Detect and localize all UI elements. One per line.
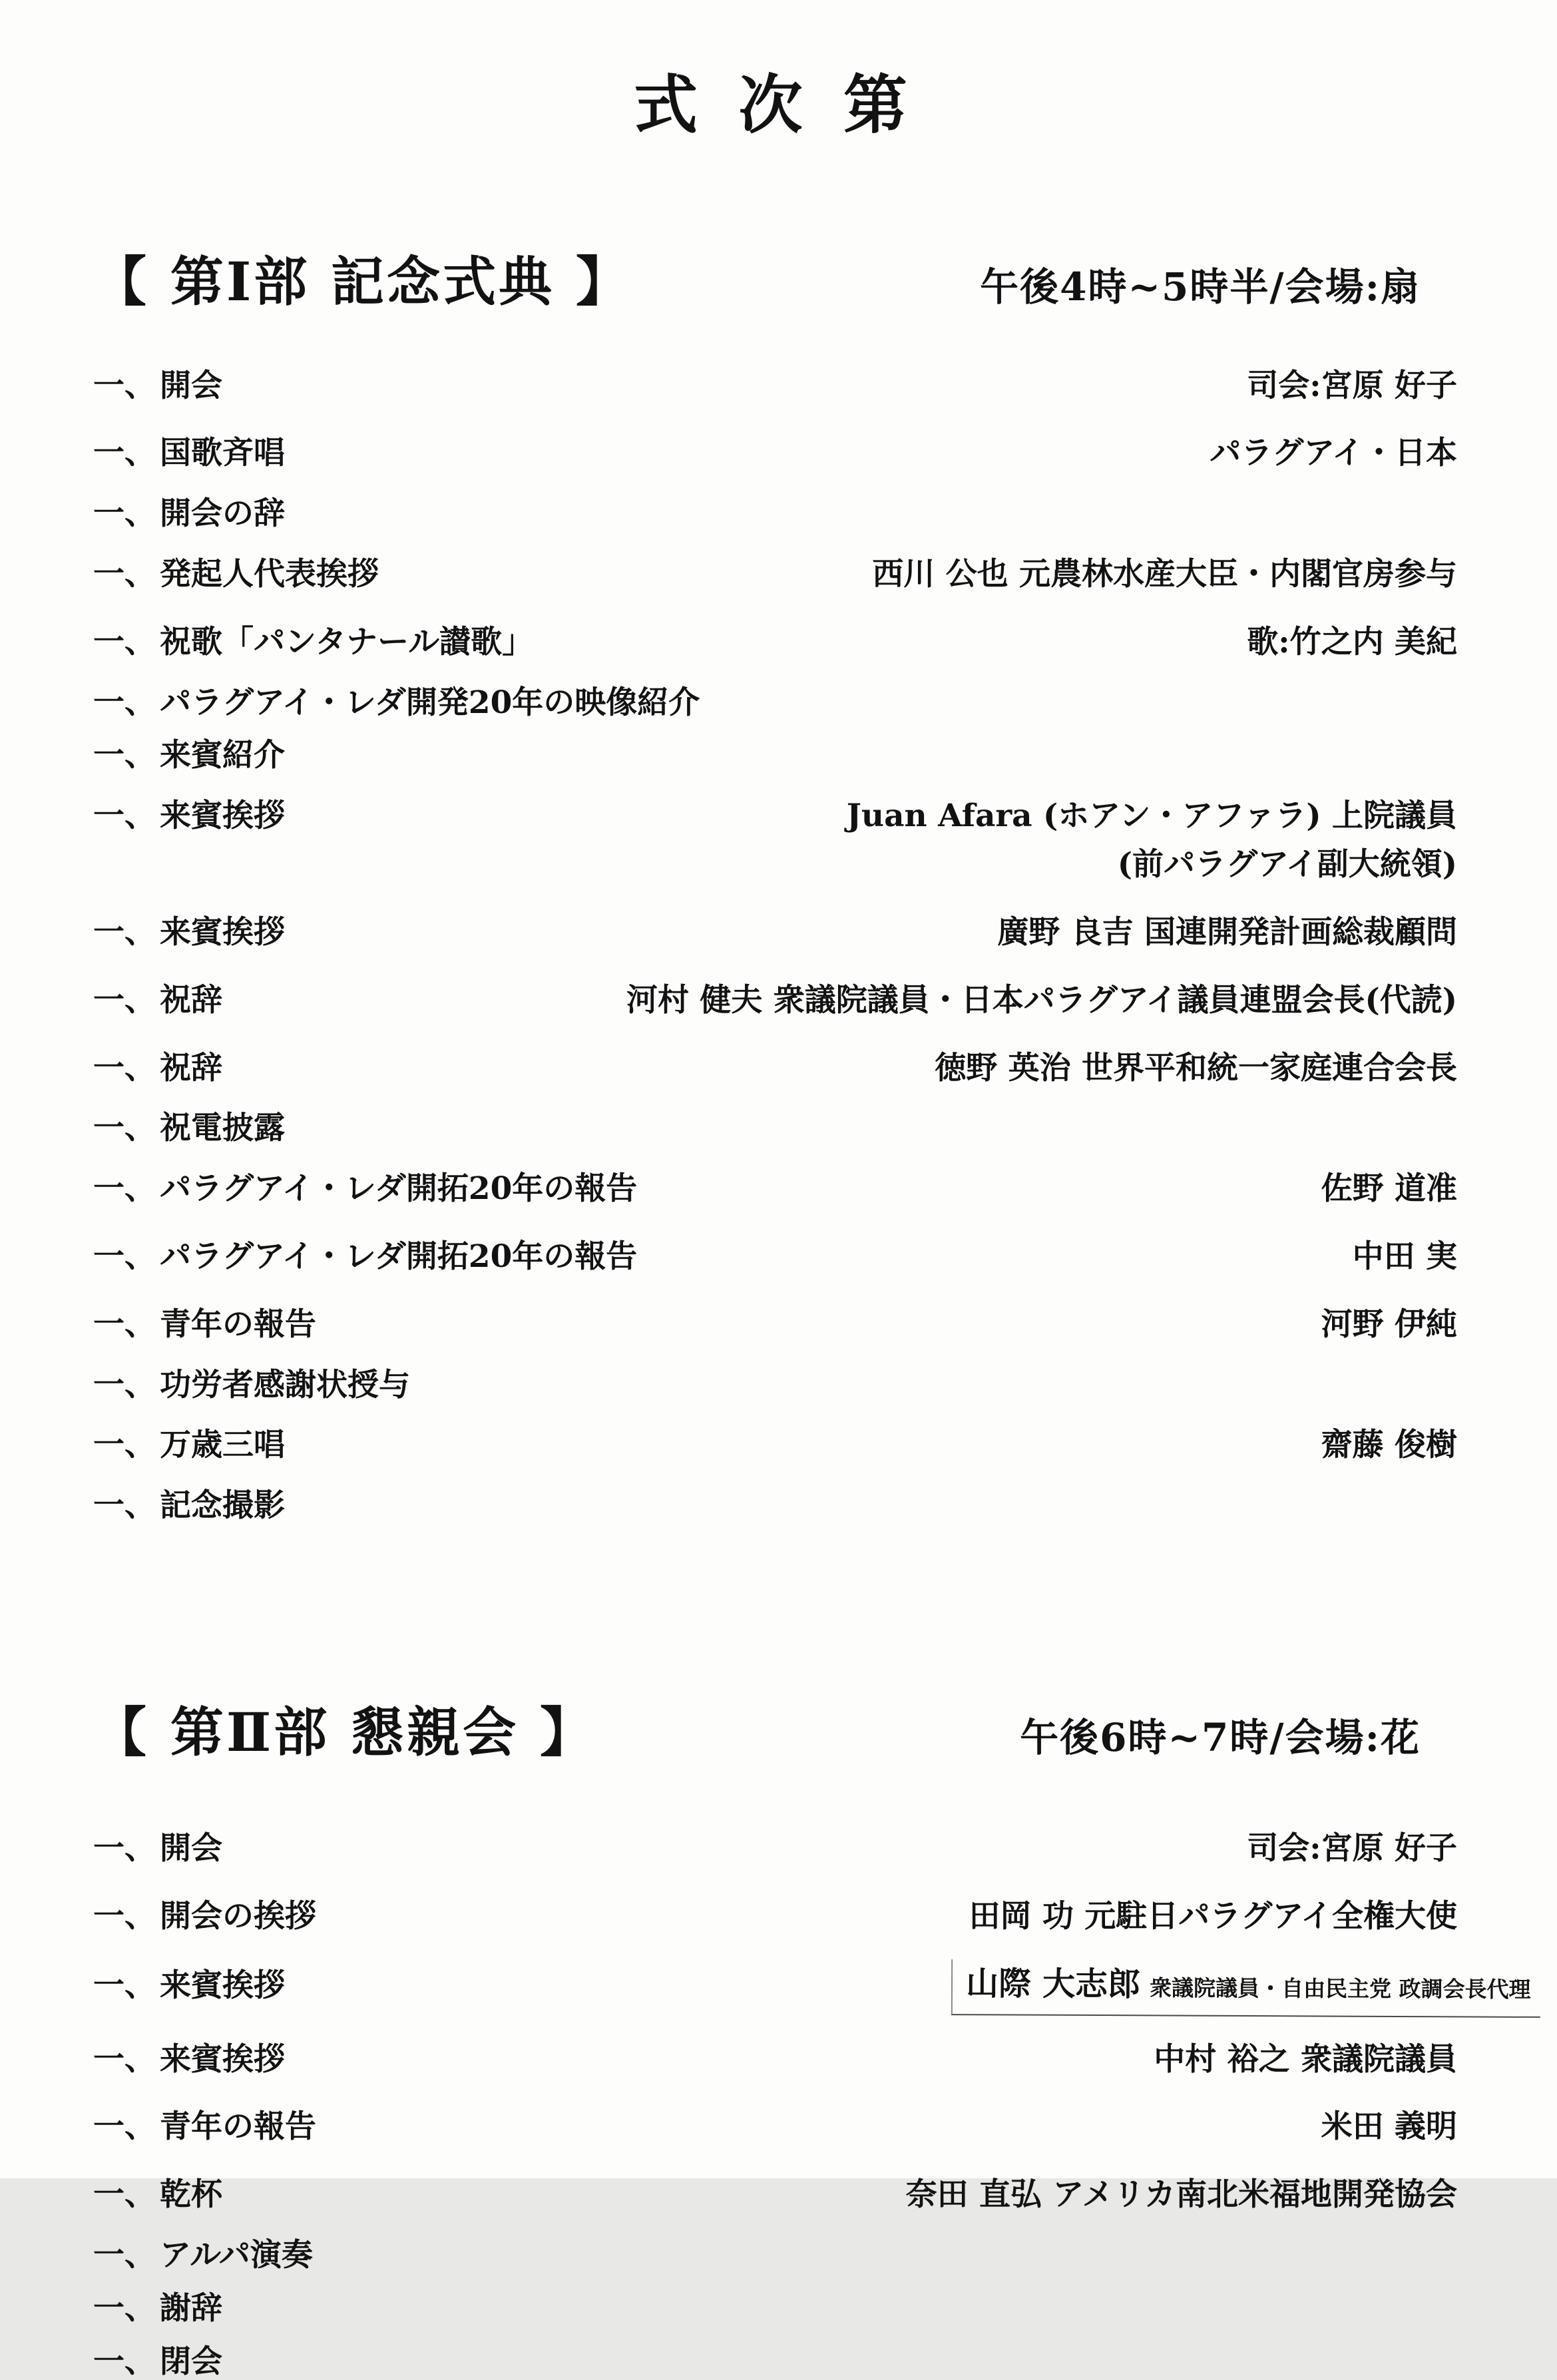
item-label: 来賓紹介 <box>160 737 285 774</box>
item-label: 乾杯 <box>160 2176 222 2214</box>
list-bullet: 一、 <box>93 1170 156 1208</box>
speaker-line: 中田 実 <box>1352 1238 1457 1276</box>
list-bullet: 一、 <box>93 2343 156 2380</box>
program-item <box>93 429 1457 478</box>
item-label-group <box>93 1172 637 1206</box>
item-detail <box>1154 2036 1457 2084</box>
list-bullet: 一、 <box>93 684 156 721</box>
item-label-group <box>93 437 285 471</box>
program-item <box>93 686 1457 720</box>
item-label-group <box>93 1969 285 2003</box>
item-label: 来賓挨拶 <box>160 798 285 835</box>
item-label-group <box>93 2110 316 2144</box>
item-detail <box>1321 2103 1457 2152</box>
list-bullet: 一、 <box>93 1427 156 1464</box>
item-label-group <box>93 2345 222 2379</box>
item-detail <box>951 1961 1532 2017</box>
item-label: パラグアイ・レダ開発20年の映像紹介 <box>160 684 700 721</box>
item-label-group <box>93 739 285 773</box>
item-label: 記念撮影 <box>160 1487 285 1525</box>
item-label: 開会 <box>160 1830 222 1867</box>
speaker-line: 奈田 直弘 アメリカ南北米福地開発協会 <box>905 2176 1457 2214</box>
item-label-group <box>93 2040 285 2078</box>
item-detail <box>626 977 1457 1025</box>
list-bullet: 一、 <box>93 1897 156 1935</box>
part1-header <box>93 239 1457 316</box>
speaker-line: 徳野 英治 世界平和統一家庭連合会長 <box>935 1049 1457 1086</box>
item-label-group <box>93 497 285 531</box>
speaker-line: Juan Afara (ホアン・アファラ) 上院議員 <box>846 798 1457 835</box>
item-detail <box>1321 1421 1457 1470</box>
list-bullet: 一、 <box>93 1238 156 1276</box>
part2-schedule: 午後6時~7時/会場:花 <box>1020 1715 1421 1761</box>
program-item <box>93 2289 1457 2327</box>
item-label-group <box>93 686 700 720</box>
section-part2 <box>93 1690 1532 2380</box>
part1-schedule: 午後4時~5時半/会場:扇 <box>980 264 1421 310</box>
item-detail <box>906 2171 1457 2220</box>
list-bullet: 一、 <box>93 2108 156 2146</box>
speaker-line: パラグアイ・日本 <box>1210 435 1457 472</box>
item-label: 謝辞 <box>160 2289 222 2327</box>
item-label: パラグアイ・レダ開拓20年の報告 <box>160 1170 638 1208</box>
list-bullet: 一、 <box>93 367 156 404</box>
item-detail <box>872 551 1457 599</box>
list-bullet: 一、 <box>93 1487 156 1525</box>
speaker-line: 司会:宮原 好子 <box>1247 367 1457 404</box>
list-bullet: 一、 <box>93 435 156 472</box>
speaker-line: 中村 裕之 衆議院議員 <box>1154 2040 1457 2078</box>
section-part1 <box>93 239 1457 1523</box>
program-item <box>93 1421 1457 1470</box>
item-label-group <box>93 1112 285 1146</box>
list-bullet: 一、 <box>93 2289 156 2327</box>
list-bullet: 一、 <box>93 737 156 774</box>
item-label: 開会の挨拶 <box>160 1897 316 1935</box>
list-bullet: 一、 <box>93 913 156 951</box>
program-item <box>93 2345 1457 2379</box>
program-item <box>93 497 1457 531</box>
item-label-group <box>93 1366 410 1403</box>
list-bullet: 一、 <box>93 2176 156 2214</box>
item-label: 祝辞 <box>160 981 222 1019</box>
part2-heading: 【 第Ⅱ部 懇親会 】 <box>93 1701 596 1764</box>
page-title: 式 次 第 <box>634 67 917 142</box>
program-item <box>93 1233 1457 1282</box>
list-bullet: 一、 <box>93 623 156 660</box>
item-label-group <box>93 800 285 833</box>
item-label: 青年の報告 <box>160 2108 316 2146</box>
speaker-line: 河村 健夫 衆議院議員・日本パラグアイ議員連盟会長(代読) <box>626 981 1457 1019</box>
item-label: パラグアイ・レダ開拓20年の報告 <box>160 1238 638 1276</box>
item-label: 来賓挨拶 <box>160 2040 285 2078</box>
list-bullet: 一、 <box>93 495 156 533</box>
item-detail <box>1247 362 1457 411</box>
program-item <box>93 1489 1457 1523</box>
program-item <box>93 1825 1457 1873</box>
item-detail <box>997 909 1457 957</box>
program-item <box>93 551 1457 599</box>
list-bullet: 一、 <box>93 1110 156 1147</box>
program-item <box>93 362 1457 411</box>
item-detail <box>969 1893 1458 1941</box>
speaker-title: 衆議院議員・自由民主党 政調会長代理 <box>1150 1975 1532 2003</box>
item-label-group <box>93 1429 285 1463</box>
speaker-line-2: (前パラグアイ副大統領) <box>1117 846 1457 883</box>
program-item <box>93 977 1457 1025</box>
item-label-group <box>93 1240 637 1274</box>
item-detail <box>1247 618 1457 667</box>
speaker-line: 司会:宮原 好子 <box>1247 1830 1457 1867</box>
item-label-group <box>93 2289 222 2327</box>
part1-heading: 【 第Ⅰ部 記念式典 】 <box>93 250 632 313</box>
list-bullet: 一、 <box>93 2040 156 2078</box>
program-item <box>93 1301 1457 1349</box>
program-item <box>93 618 1457 667</box>
program-item <box>93 909 1457 957</box>
program-item <box>93 1366 1457 1403</box>
item-label: 祝歌「パンタナール讃歌」 <box>160 623 534 660</box>
list-bullet: 一、 <box>93 556 156 593</box>
program-item <box>93 1112 1457 1146</box>
item-label: 青年の報告 <box>160 1306 316 1343</box>
list-bullet: 一、 <box>93 1306 156 1343</box>
item-detail <box>935 1045 1457 1093</box>
speaker-line: 河野 伊純 <box>1321 1306 1457 1343</box>
item-label: 来賓挨拶 <box>160 913 285 951</box>
speaker-line: 佐野 道准 <box>1321 1170 1457 1208</box>
program-item <box>93 1045 1457 1093</box>
program-item <box>93 2036 1457 2084</box>
item-label: アルパ演奏 <box>160 2237 313 2274</box>
item-label: 国歌斉唱 <box>160 435 285 472</box>
item-detail <box>1247 1825 1457 1873</box>
item-label: 開会の辞 <box>160 495 285 533</box>
item-label: 来賓挨拶 <box>160 1967 285 2004</box>
program-item <box>93 739 1457 773</box>
item-detail <box>1210 429 1457 478</box>
item-label: 祝電披露 <box>160 1110 285 1147</box>
item-label-group <box>93 913 285 951</box>
speaker-name: 山際 大志郎 <box>966 1963 1141 2004</box>
list-bullet: 一、 <box>93 1830 156 1867</box>
item-detail <box>1321 1165 1457 1214</box>
item-label-group <box>93 1489 285 1523</box>
item-label-group <box>93 1832 222 1866</box>
part2-header <box>93 1690 1457 1766</box>
program-item <box>93 1961 1532 2017</box>
program-item <box>93 2103 1457 2152</box>
list-bullet: 一、 <box>93 1967 156 2004</box>
speaker-line: 米田 義明 <box>1321 2108 1457 2146</box>
item-label-group <box>93 981 222 1019</box>
pasted-correction-slip <box>951 1959 1540 2018</box>
item-label: 万歳三唱 <box>160 1427 285 1464</box>
item-label-group <box>93 558 379 592</box>
part2-items <box>93 1825 1532 2380</box>
program-item <box>93 792 1457 889</box>
speaker-line: 齋藤 俊樹 <box>1321 1427 1457 1464</box>
item-label-group <box>93 1897 316 1935</box>
program-item <box>93 1165 1457 1214</box>
part1-items <box>93 362 1457 1523</box>
item-detail <box>1321 1301 1457 1349</box>
speaker-line: 廣野 良吉 国連開発計画総裁顧問 <box>997 913 1457 951</box>
program-item <box>93 1893 1457 1941</box>
item-detail <box>1353 1233 1457 1282</box>
item-label: 功労者感謝状授与 <box>160 1366 410 1403</box>
program-item <box>93 2171 1457 2220</box>
item-detail <box>847 792 1457 889</box>
item-label-group <box>93 1049 222 1086</box>
item-label: 閉会 <box>160 2343 222 2380</box>
item-label: 発起人代表挨拶 <box>160 556 379 593</box>
item-label-group <box>93 369 222 403</box>
list-bullet: 一、 <box>93 981 156 1019</box>
list-bullet: 一、 <box>93 798 156 835</box>
speaker-line: 歌:竹之内 美紀 <box>1247 623 1457 660</box>
item-label-group <box>93 2239 313 2273</box>
item-label: 開会 <box>160 367 222 404</box>
item-label-group <box>93 2178 222 2212</box>
program-item <box>93 2239 1457 2273</box>
item-label: 祝辞 <box>160 1049 222 1086</box>
list-bullet: 一、 <box>93 1366 156 1403</box>
item-label-group <box>93 1308 316 1342</box>
item-label-group <box>93 623 534 660</box>
list-bullet: 一、 <box>93 1049 156 1086</box>
list-bullet: 一、 <box>93 2237 156 2274</box>
speaker-line: 西川 公也 元農林水産大臣・内閣官房参与 <box>872 556 1457 593</box>
speaker-line: 田岡 功 元駐日パラグアイ全権大使 <box>969 1897 1457 1935</box>
